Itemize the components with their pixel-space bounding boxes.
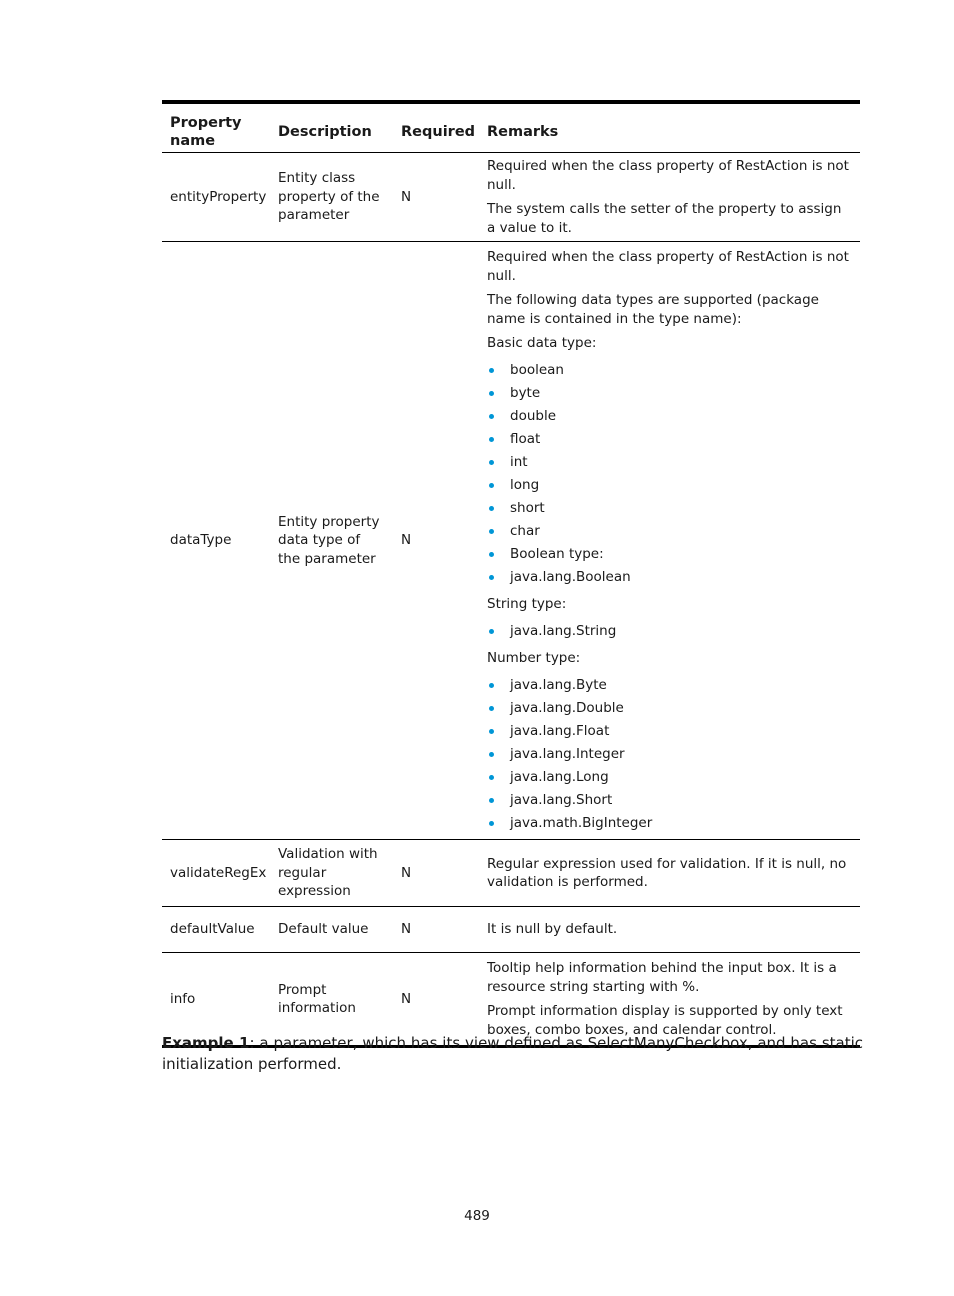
cell-remarks <box>479 242 860 840</box>
cell-description: Entity property data type of the parameter <box>278 513 380 567</box>
example-label: Example 1 <box>162 1034 250 1052</box>
bullet-icon <box>489 575 494 580</box>
cell-description: Prompt information <box>278 981 356 1017</box>
page-number: 489 <box>464 1208 490 1224</box>
list-item: long <box>487 474 852 497</box>
table-header-row <box>162 102 860 153</box>
remark-text: The system calls the setter of the property to assign a value to it. <box>487 201 842 236</box>
list-item: double <box>487 405 852 428</box>
number-type-heading: Number type: <box>487 650 581 667</box>
list-item: Boolean type: <box>487 543 852 566</box>
example-paragraph <box>162 1033 863 1075</box>
cell-property: defaultValue <box>170 921 255 938</box>
list-item: java.lang.Double <box>487 697 852 720</box>
bullet-icon <box>489 529 494 534</box>
cell-remarks <box>479 840 860 907</box>
list-item: java.lang.Short <box>487 789 852 812</box>
list-item: byte <box>487 382 852 405</box>
bullet-icon <box>489 483 494 488</box>
string-type-list <box>487 620 852 643</box>
number-type-list <box>487 674 852 836</box>
table-row <box>162 242 860 840</box>
bullet-icon <box>489 729 494 734</box>
cell-property: dataType <box>170 532 232 549</box>
example-text: : a parameter, which has its view defined as SelectManyCheckbox, and has static initialization performed. <box>162 1034 864 1073</box>
table-row <box>162 840 860 907</box>
list-item: java.lang.Byte <box>487 674 852 697</box>
bullet-icon <box>489 460 494 465</box>
basic-type-list <box>487 359 852 590</box>
bullet-icon <box>489 706 494 711</box>
cell-property: entityProperty <box>170 188 267 205</box>
list-item: java.lang.Integer <box>487 743 852 766</box>
cell-remarks <box>479 153 860 242</box>
list-item: java.lang.String <box>487 620 852 643</box>
table-row <box>162 907 860 953</box>
bullet-icon <box>489 798 494 803</box>
list-item: java.lang.Boolean <box>487 566 852 589</box>
bullet-icon <box>489 437 494 442</box>
bullet-icon <box>489 683 494 688</box>
bullet-icon <box>489 752 494 757</box>
cell-description: Default value <box>278 921 369 938</box>
bullet-icon <box>489 391 494 396</box>
list-item: short <box>487 497 852 520</box>
parameter-properties-table <box>162 100 860 1048</box>
list-item: int <box>487 451 852 474</box>
remark-text: Tooltip help information behind the input box. It is a resource string starting with %. <box>487 960 837 995</box>
remark-text: Required when the class property of RestAction is not null. <box>487 158 849 193</box>
bullet-icon <box>489 821 494 826</box>
cell-description: Entity class property of the parameter <box>278 170 380 224</box>
basic-type-heading: Basic data type: <box>487 335 597 351</box>
remark-text: Required when the class property of RestAction is not null. <box>487 249 849 284</box>
table-row <box>162 153 860 242</box>
cell-required: N <box>401 990 412 1007</box>
cell-required: N <box>401 921 412 938</box>
cell-required: N <box>401 532 412 549</box>
list-item: java.lang.Long <box>487 766 852 789</box>
list-item: java.lang.Float <box>487 720 852 743</box>
cell-property: info <box>170 990 196 1007</box>
header-property-name: Property name <box>170 115 242 149</box>
remark-text: It is null by default. <box>487 921 618 938</box>
bullet-icon <box>489 775 494 780</box>
bullet-icon <box>489 506 494 511</box>
cell-property: validateRegEx <box>170 864 267 881</box>
list-item: boolean <box>487 359 852 382</box>
cell-required: N <box>401 188 412 205</box>
string-type-heading: String type: <box>487 596 567 613</box>
bullet-icon <box>489 629 494 634</box>
remark-text: Regular expression used for validation. If it is null, no validation is performed. <box>487 855 847 891</box>
cell-required: N <box>401 864 412 881</box>
bullet-icon <box>489 552 494 557</box>
cell-remarks <box>479 907 860 953</box>
list-item: float <box>487 428 852 451</box>
header-remarks: Remarks <box>487 124 559 140</box>
bullet-icon <box>489 368 494 373</box>
remark-text: The following data types are supported (package name is contained in the type name): <box>487 292 819 327</box>
list-item: char <box>487 520 852 543</box>
bullet-icon <box>489 414 494 419</box>
header-description: Description <box>278 124 372 140</box>
remark-text: Prompt information display is supported by only text boxes, combo boxes, and calendar control. <box>487 1003 843 1038</box>
header-required: Required <box>401 124 476 140</box>
cell-description: Validation with regular expression <box>278 846 378 900</box>
list-item: java.math.BigInteger <box>487 812 852 835</box>
